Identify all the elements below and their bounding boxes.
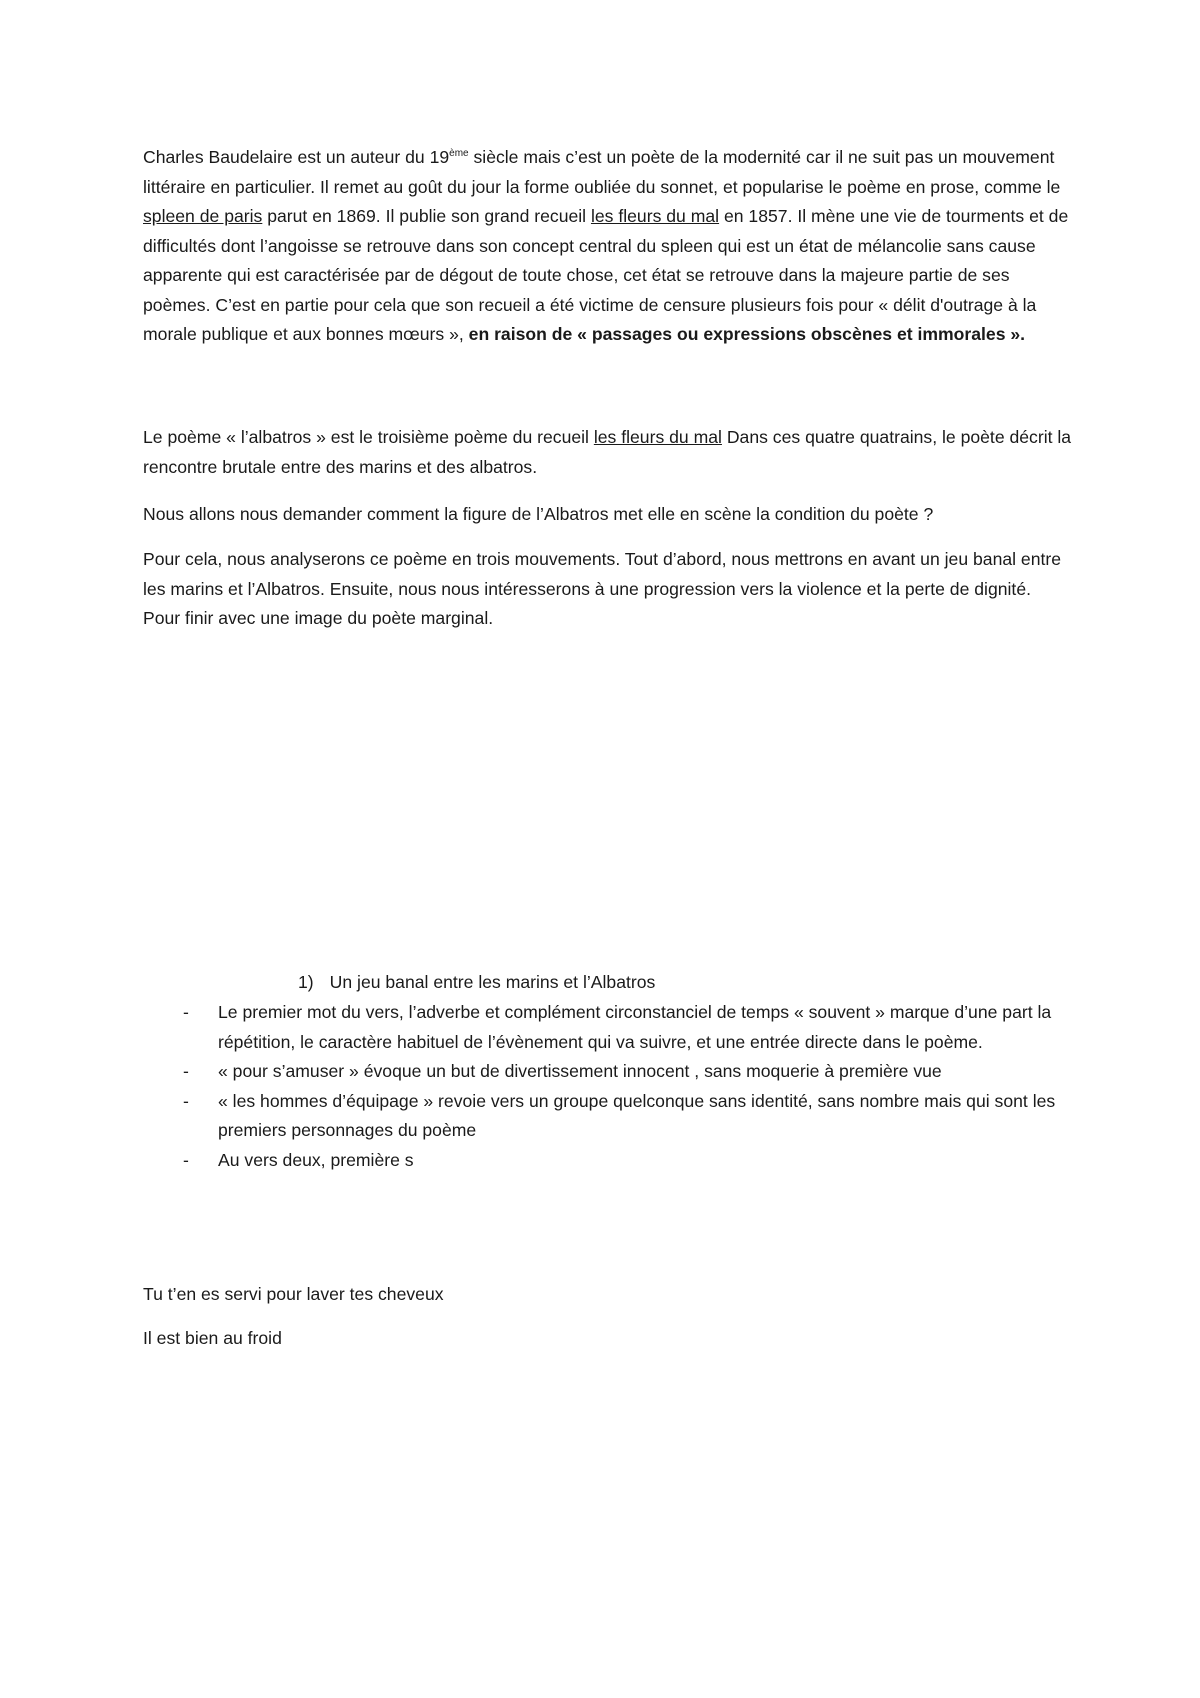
intro-text-d: en 1857. Il mène une vie de tourments et de difficultés dont l’angoisse se retrouve dans son concept central du spleen qui est un état de mélancolie sans cause apparente qui est caractérisée par de dégout de toute chose, cet état se retrouve dans la majeure partie de ses poèmes. C’est en partie pour cela que son recueil a été victime de censure plusieurs fois pour « délit d'outrage à la morale publique et aux bonnes mœurs », <box>143 206 1069 344</box>
section-heading <box>298 968 655 998</box>
intro-text-a: Charles Baudelaire est un auteur du 19 <box>143 147 450 167</box>
list-item <box>0 1057 1200 1087</box>
note-line-1: Tu t’en es servi pour laver tes cheveux <box>143 1284 444 1304</box>
title-fleurs-du-mal: les fleurs du mal <box>590 206 720 226</box>
list-item <box>0 1146 1200 1176</box>
section-title: Un jeu banal entre les marins et l’Albatros <box>329 972 656 992</box>
list-item <box>0 1087 1200 1146</box>
note-line-2: Il est bien au froid <box>143 1328 282 1348</box>
list-item-text: « pour s’amuser » évoque un but de divertissement innocent , sans moquerie à première vue <box>218 1061 942 1081</box>
bullet-dash: - <box>183 1090 189 1111</box>
list-item <box>0 998 1200 1057</box>
superscript-eme: ème <box>449 148 469 160</box>
list-item-text: Le premier mot du vers, l’adverbe et complément circonstanciel de temps « souvent » marque d’une part la répétition, le caractère habituel de l’évènement qui va suivre, et une entrée directe dans le poème. <box>218 1002 1052 1052</box>
poem-intro-paragraph <box>143 423 1073 482</box>
list-item-text: « les hommes d’équipage » revoie vers un groupe quelconque sans identité, sans nombre mais qui sont les premiers personnages du poème <box>218 1090 1056 1140</box>
title-fleurs-du-mal-2: les fleurs du mal <box>593 427 722 447</box>
poem-intro-text-a: Le poème « l’albatros » est le troisième poème du recueil <box>143 427 594 447</box>
bullet-dash: - <box>183 1061 189 1081</box>
problematic-paragraph: Nous allons nous demander comment la figure de l’Albatros met elle en scène la condition du poète ? <box>143 504 934 524</box>
list-item-text: Au vers deux, première s <box>218 1149 414 1170</box>
intro-bold-text: en raison de « passages ou expressions obscènes et immorales ». <box>468 324 1026 344</box>
section-number: 1) <box>298 972 314 992</box>
poem-intro-text-b: Dans ces quatre quatrains, le poète décrit la rencontre brutale entre des marins et des albatros. <box>143 427 1072 477</box>
intro-text-c: parut en 1869. Il publie son grand recueil <box>262 206 591 226</box>
title-spleen-de-paris: spleen de paris <box>143 206 263 226</box>
analysis-list <box>0 998 1200 1175</box>
intro-paragraph <box>143 143 1073 350</box>
plan-paragraph: Pour cela, nous analyserons ce poème en trois mouvements. Tout d’abord, nous mettrons en avant un jeu banal entre les marins et l’Albatros. Ensuite, nous nous intéresserons à une progression vers la violence et la perte de dignité. Pour finir avec une image du poète marginal. <box>143 549 1062 628</box>
bullet-dash: - <box>183 1149 189 1170</box>
bullet-dash: - <box>183 1002 189 1022</box>
intro-text-b: siècle mais c’est un poète de la modernité car il ne suit pas un mouvement littéraire en particulier. Il remet au goût du jour la forme oubliée du sonnet, et popularise le poème en prose, comme le <box>143 147 1061 197</box>
